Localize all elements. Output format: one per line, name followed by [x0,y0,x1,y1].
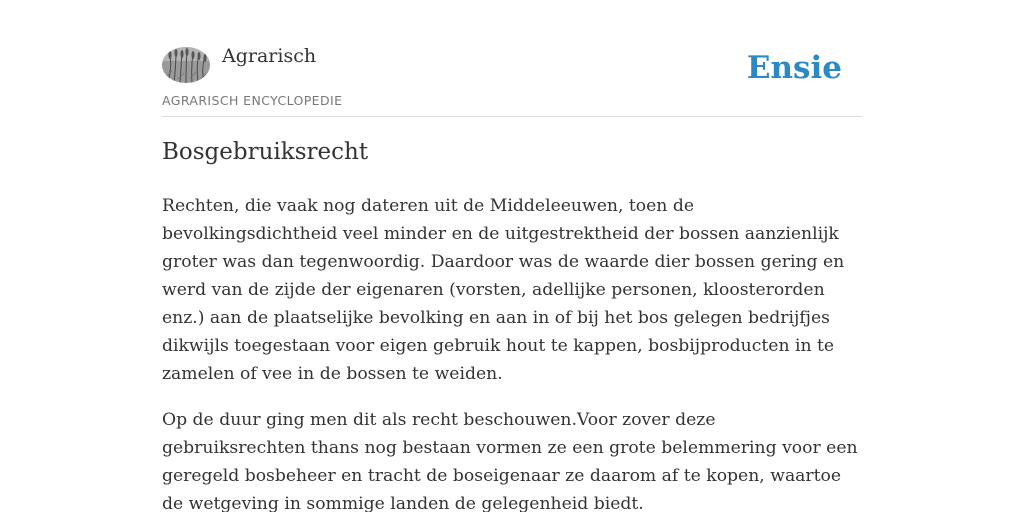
entry-title: Bosgebruiksrecht [162,139,369,165]
ensie-logo[interactable]: Ensie [746,50,842,86]
entry-paragraph: Rechten, die vaak nog dateren uit de Middeleeuwen, toen de bevolkingsdichtheid veel minder en de uitgestrektheid der bossen aanzienlijk groter was dan tegenwoordig. Daardoor was de waarde dier bossen gering en werd van de zijde der eigenaren (vorsten, adellijke personen, kloosterorden enz.) aan de plaatselijke bevolking en aan in of bij het bos gelegen bedrijfjes dikwijls toegestaan voor eigen gebruik hout te kappen, bosbijproducten in te zamelen of vee in de bossen te weiden. [162,196,845,384]
content-container [162,0,862,512]
source-subtitle: AGRARISCH ENCYCLOPEDIE [162,93,343,108]
wheat-icon[interactable] [162,47,210,83]
header [162,0,862,117]
entry-body [162,192,862,512]
source-title[interactable]: Agrarisch [222,45,317,67]
entry-paragraph: Op de duur ging men dit als recht beschouwen.Voor zover deze gebruiksrechten thans nog bestaan vormen ze een grote belemmering voor een geregeld bosbeheer en tracht de boseigenaar ze daarom af te kopen, waartoe de wetgeving in sommige landen de gelegenheid biedt. [162,410,858,512]
